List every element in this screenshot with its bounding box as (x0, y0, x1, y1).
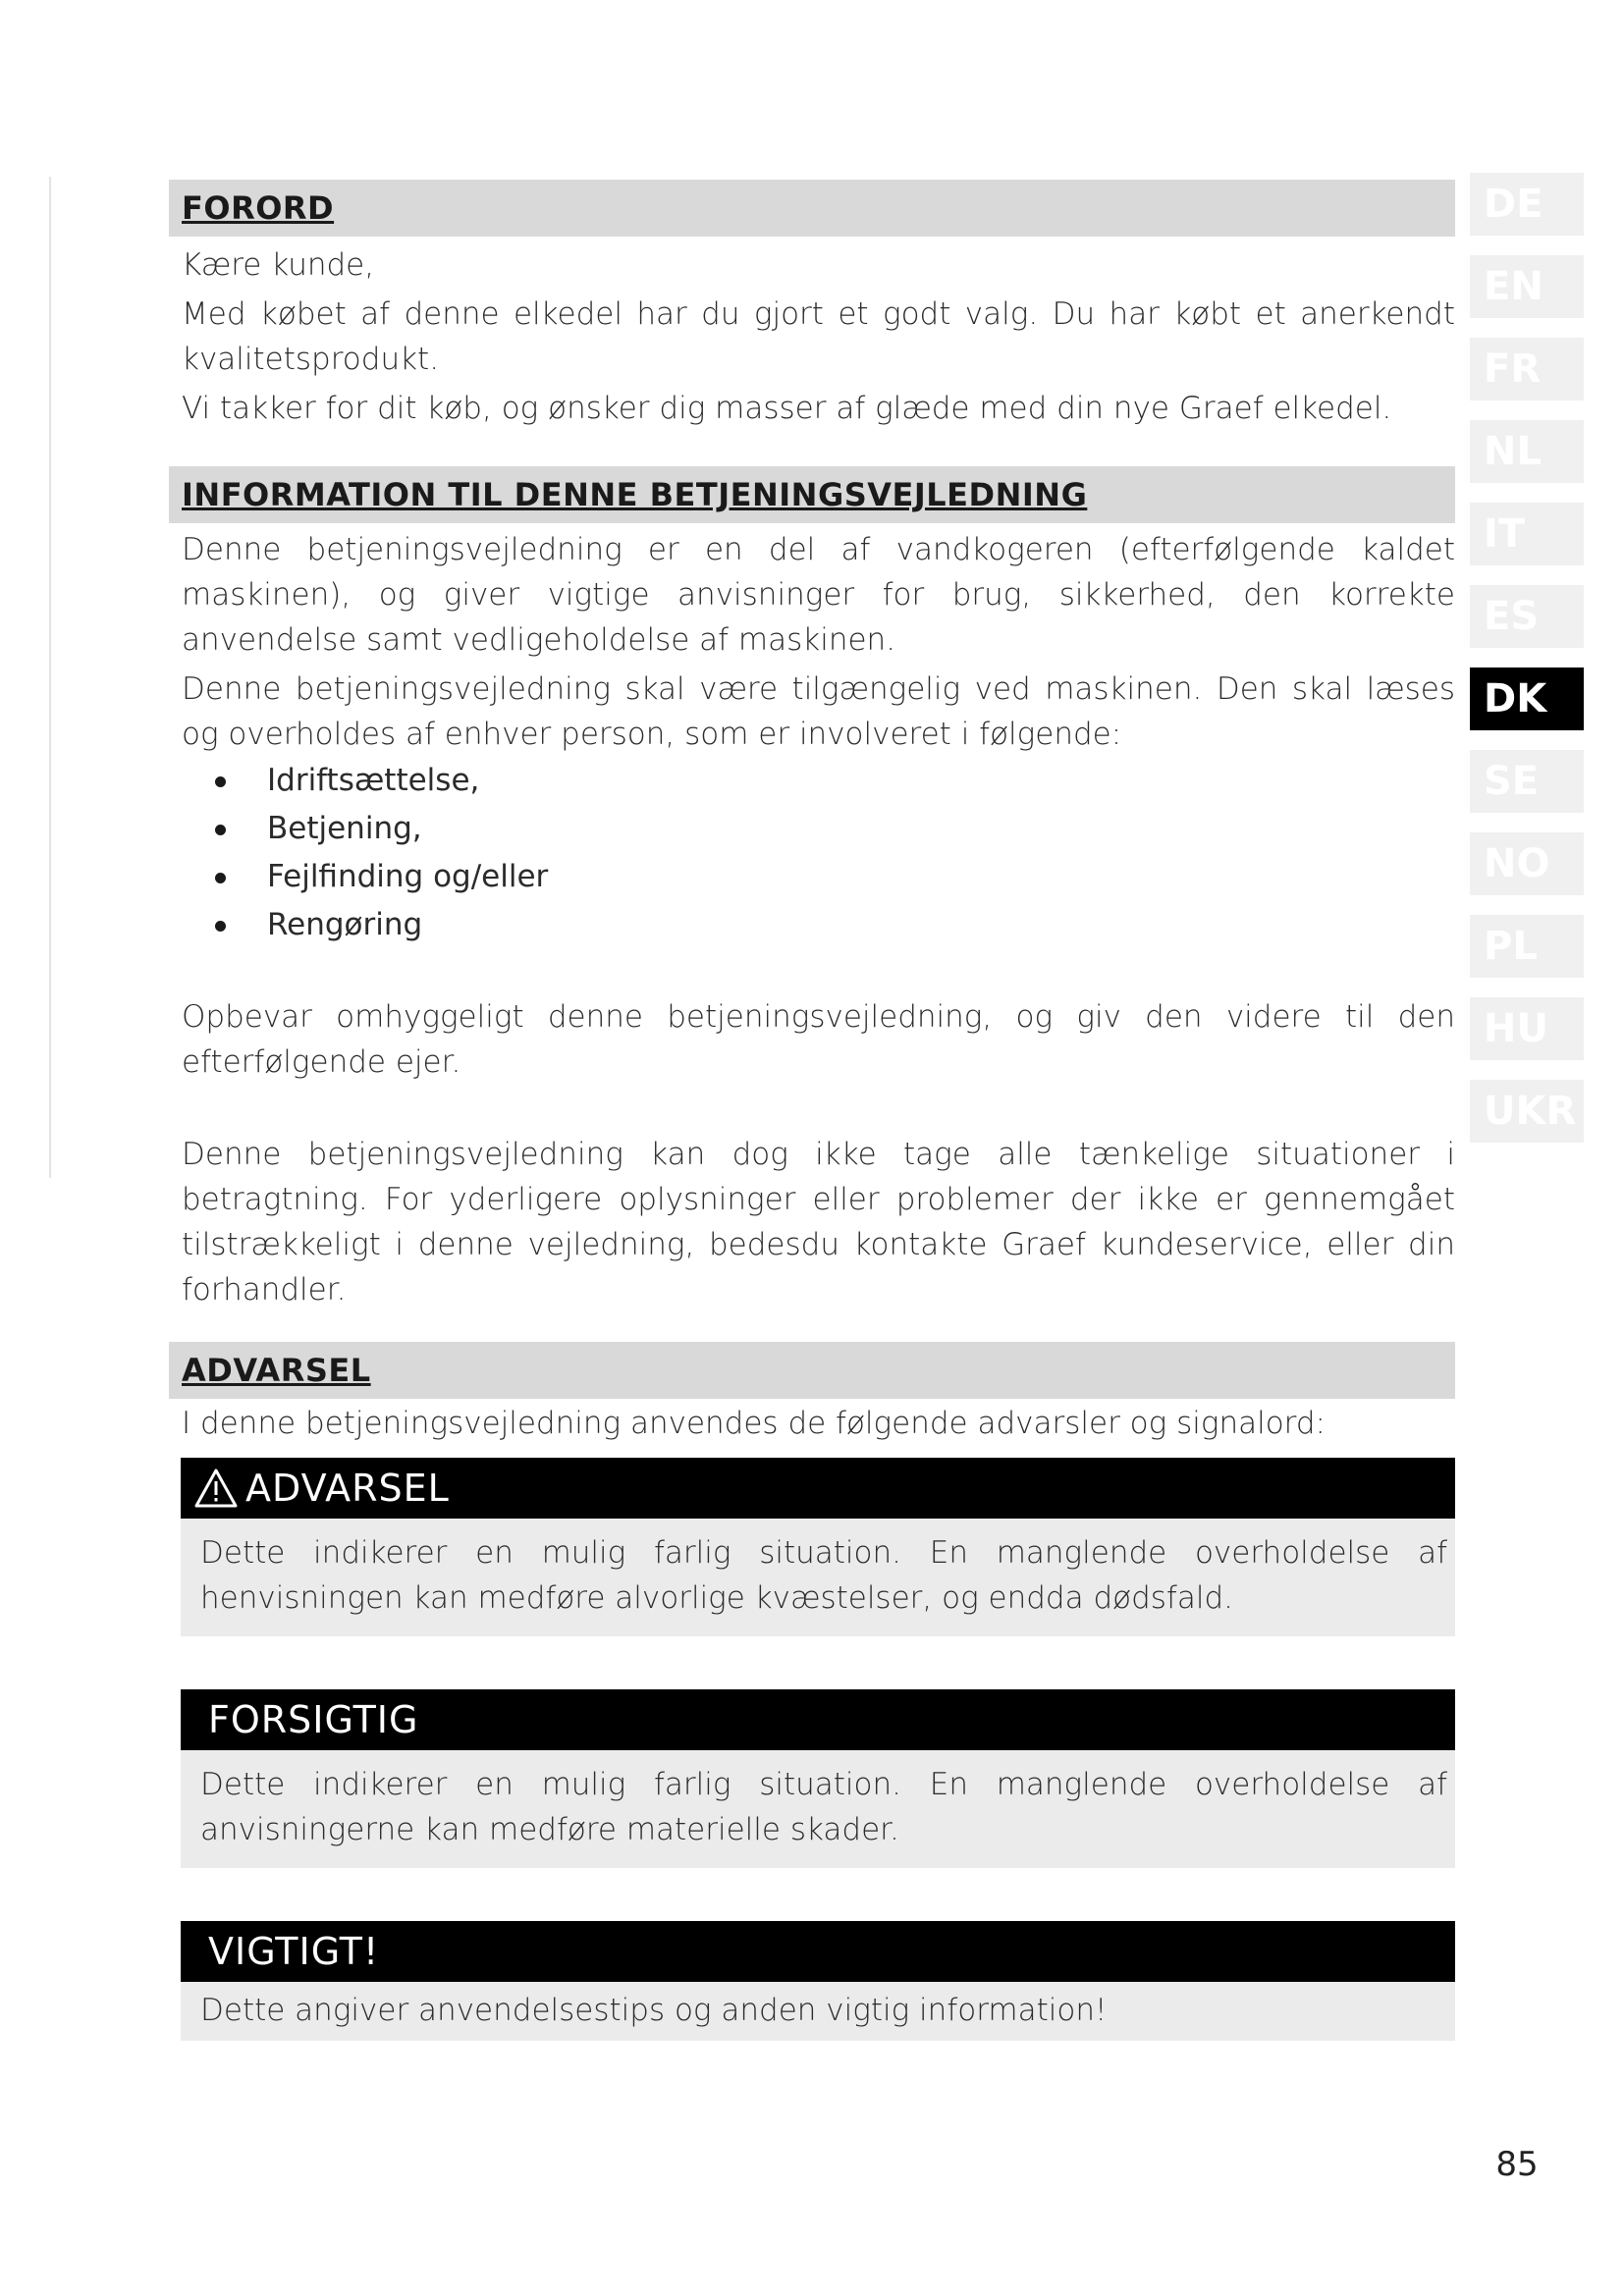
important-box (181, 1921, 1455, 2041)
information-paragraph-2: Denne betjeningsvejledning skal være tilgængelig ved maskinen. Den skal læses og overholdes af enhver person, som er involveret i følgende: (182, 671, 1455, 752)
information-paragraph-4: Denne betjeningsvejledning kan dog ikke tage alle tænkelige situationer i betragtning. For yderligere oplysninger eller problemer der ikke er gennemgået tilstrækkeligt i denne vejledning, bedesdu kontakte Graef kundeservice, eller din forhandler. (182, 1137, 1455, 1308)
warning-text: Dette indikerer en mulig farlig situation. En manglende overholdelse af henvisningen kan medføre alvorlige kvæstelser, og endda dødsfald. (181, 1519, 1455, 1636)
information-paragraph-3: Opbevar omhyggeligt denne betjeningsvejledning, og giv den videre til den efterfølgende ejer. (182, 999, 1455, 1080)
information-paragraph-1: Denne betjeningsvejledning er en del af vandkogeren (efterfølgende kaldet maskinen), og giver vigtige anvisninger for brug, sikkerhed, den korrekte anvendelse samt vedligeholdelse af maskinen. (182, 532, 1455, 658)
section-heading-forord: FORORD (169, 180, 1455, 237)
page-number: 85 (1495, 2145, 1539, 2184)
caution-box (181, 1689, 1455, 1868)
language-tab-nl[interactable]: NL (1470, 420, 1584, 483)
language-tab-dk[interactable]: DK (1470, 667, 1584, 730)
language-tab-bar (1470, 173, 1584, 1162)
language-tab-fr[interactable]: FR (1470, 338, 1584, 400)
margin-mark (49, 766, 51, 1178)
caution-text: Dette indikerer en mulig farlig situation. En manglende overholdelse af anvisningerne kan medføre materielle skader. (181, 1750, 1455, 1868)
forord-line-3: Vi takker for dit køb, og ønsker dig masser af glæde med din nye Graef elkedel. (182, 391, 1392, 426)
main-content (169, 180, 1455, 2041)
language-tab-es[interactable]: ES (1470, 585, 1584, 648)
list-item: Rengøring (208, 901, 1455, 949)
important-text: Dette angiver anvendelsestips og anden vigtig information! (181, 1982, 1455, 2041)
list-item: Idriftsættelse, (208, 757, 1455, 805)
list-item: Fejlfinding og/eller (208, 853, 1455, 901)
language-tab-ukr[interactable]: UKR (1470, 1080, 1584, 1143)
warning-box-header (181, 1458, 1455, 1519)
forord-line-1: Kære kunde, (182, 247, 375, 283)
caution-box-header (181, 1689, 1455, 1750)
forord-line-2: Med købet af denne elkedel har du gjort et godt valg. Du har købt et anerkendt kvalitetsprodukt. (182, 296, 1455, 377)
important-box-header (181, 1921, 1455, 1982)
warning-box (181, 1458, 1455, 1636)
important-label: VIGTIGT! (208, 1930, 380, 1973)
advarsel-intro: I denne betjeningsvejledning anvendes de følgende advarsler og signalord: (182, 1406, 1326, 1441)
warning-label: ADVARSEL (245, 1467, 450, 1510)
language-tab-pl[interactable]: PL (1470, 915, 1584, 978)
bullet-list (169, 757, 1455, 949)
section-heading-advarsel: ADVARSEL (169, 1342, 1455, 1399)
language-tab-se[interactable]: SE (1470, 750, 1584, 813)
caution-label: FORSIGTIG (208, 1698, 419, 1741)
language-tab-en[interactable]: EN (1470, 255, 1584, 318)
margin-mark (49, 177, 51, 766)
section-heading-information: INFORMATION TIL DENNE BETJENINGSVEJLEDNING (169, 466, 1455, 523)
language-tab-no[interactable]: NO (1470, 832, 1584, 895)
language-tab-hu[interactable]: HU (1470, 997, 1584, 1060)
warning-triangle-icon (194, 1468, 238, 1509)
list-item: Betjening, (208, 805, 1455, 853)
language-tab-de[interactable]: DE (1470, 173, 1584, 236)
language-tab-it[interactable]: IT (1470, 503, 1584, 565)
